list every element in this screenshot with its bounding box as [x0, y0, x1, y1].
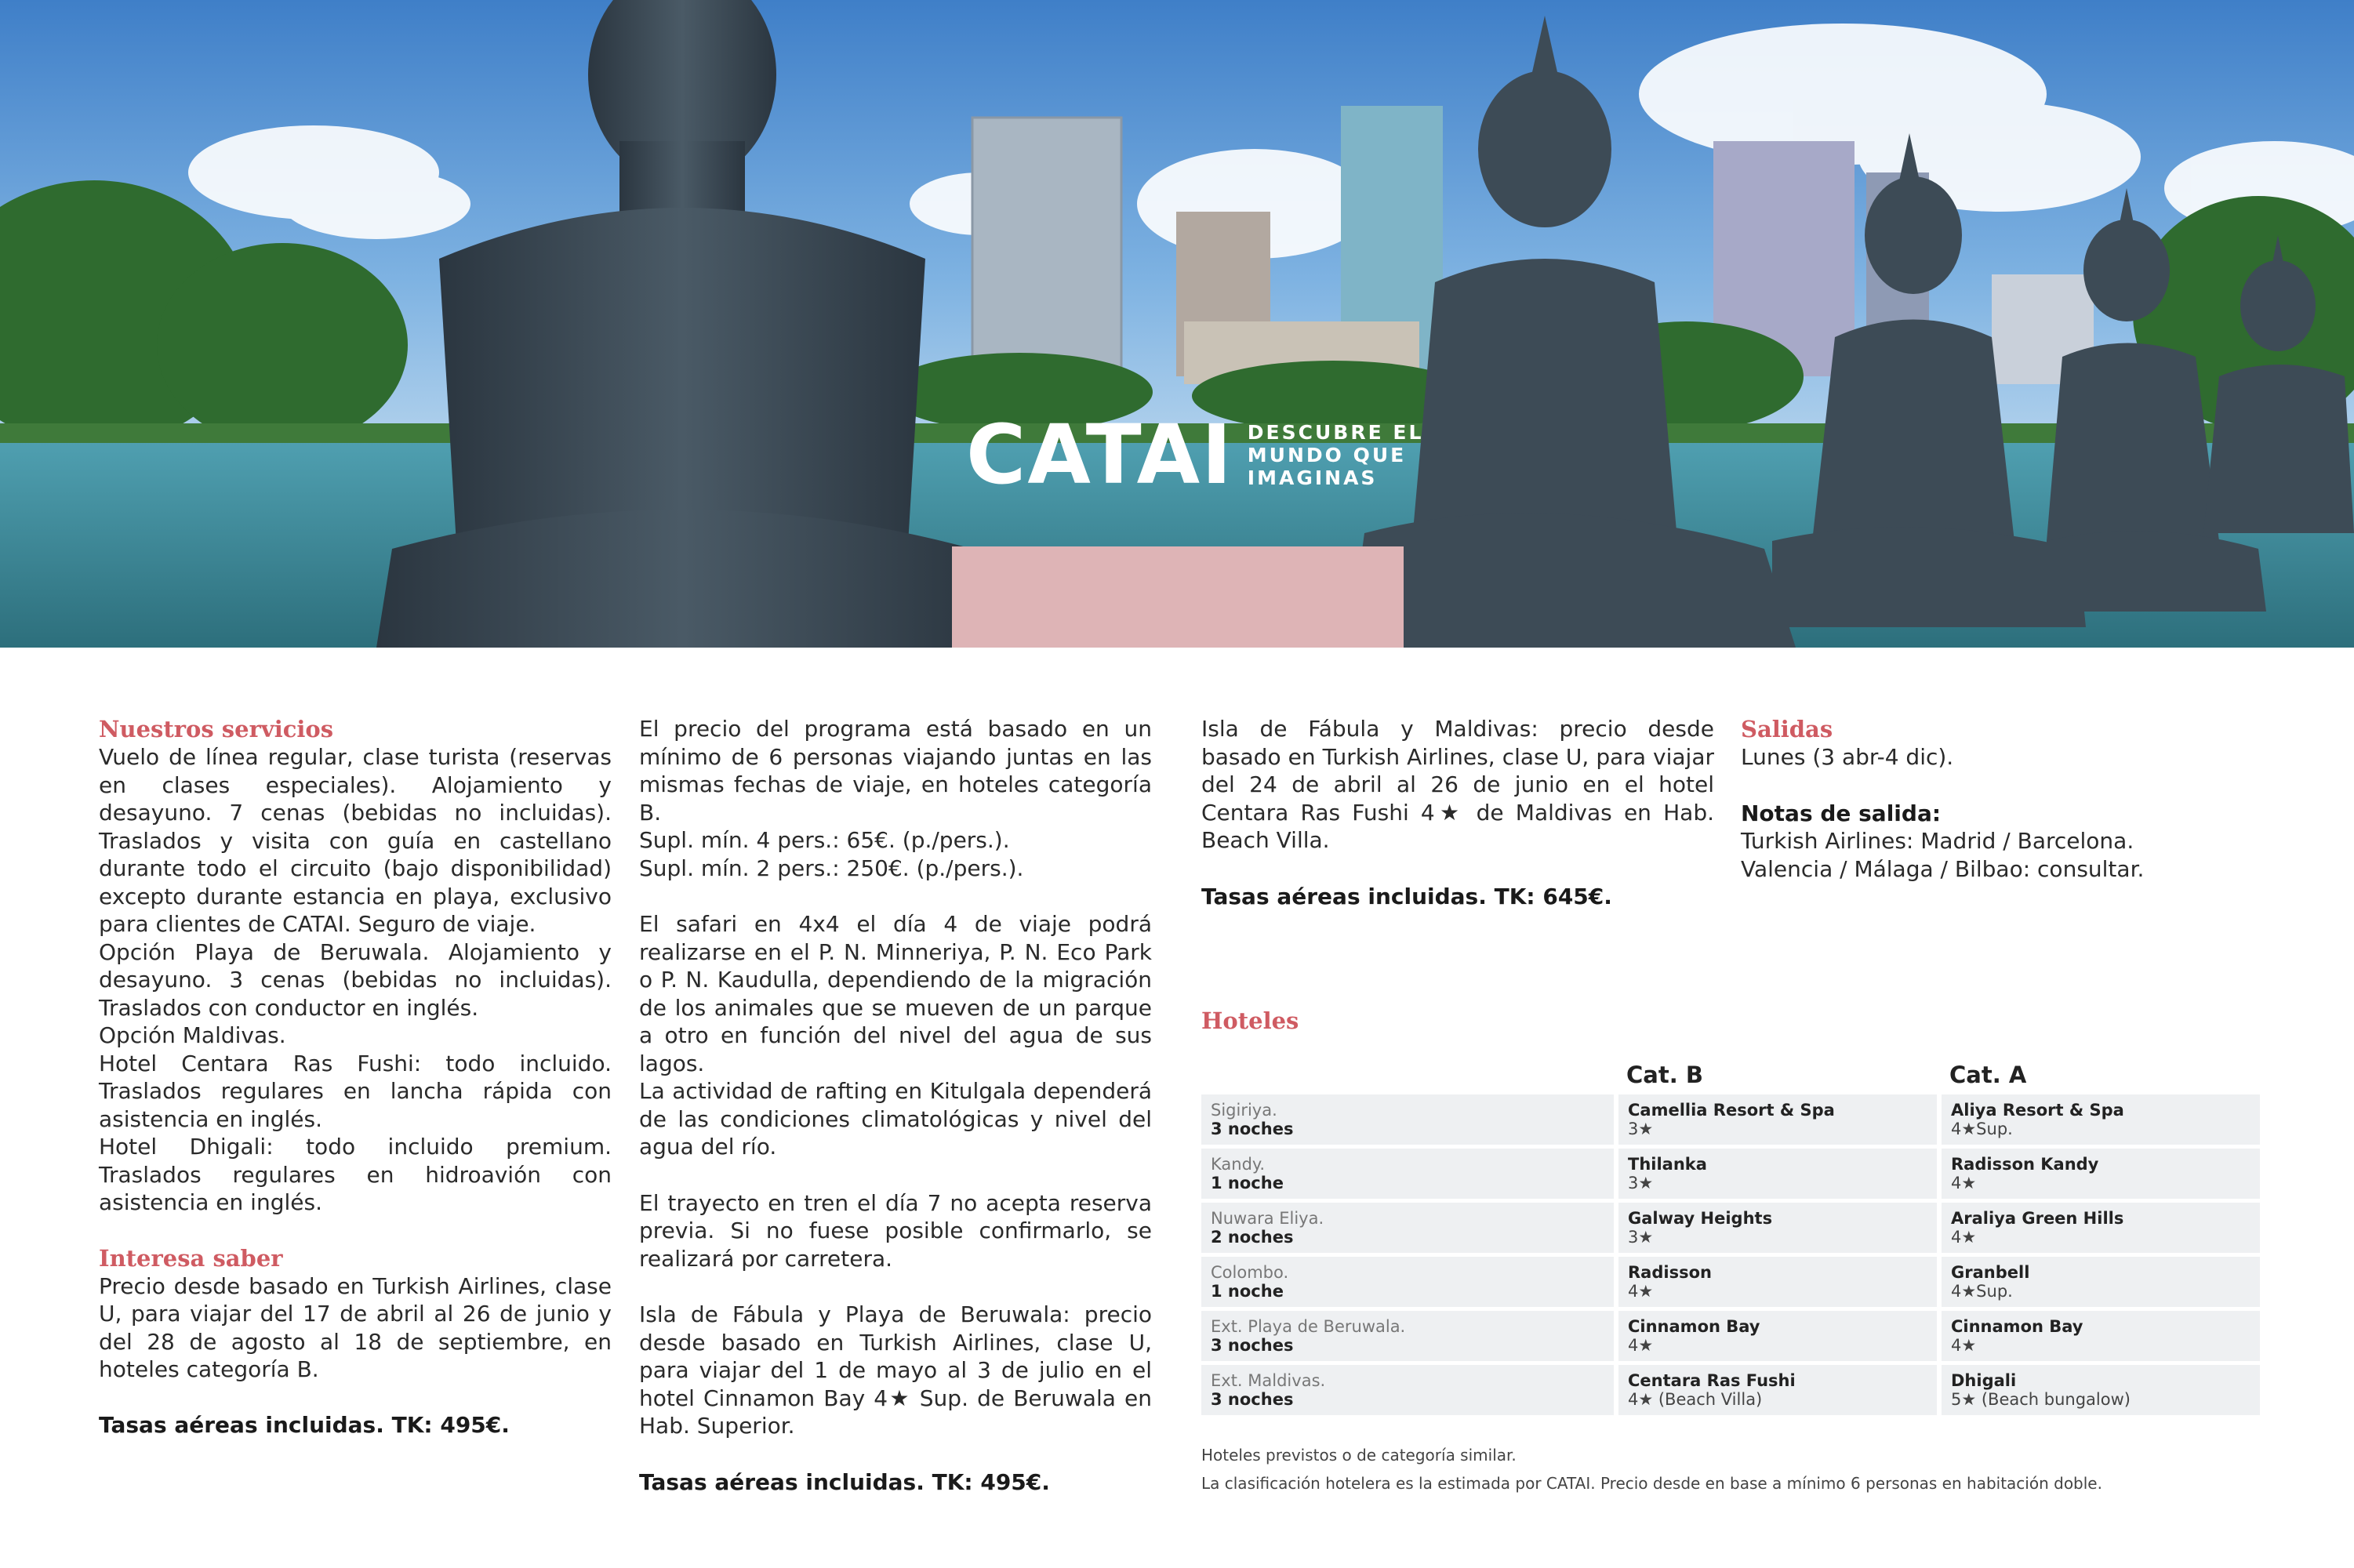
hotels-note: La clasificación hotelera es la estimada por CATAI. Precio desde en base a mínimo 6 personas en habitación doble.: [1201, 1474, 2102, 1493]
hotel-category: 4★Sup.: [1951, 1120, 2013, 1138]
cat-b-cell: [1618, 1149, 1937, 1199]
servicios-paragraph: Vuelo de línea regular, clase turista (reservas en clases especiales). Alojamiento y desayuno. 7 cenas (bebidas no incluidas). Traslados y visita con guía en castellano durante todo el circuito (bajo disponibilidad) excepto durante estancia en playa, exclusivo para clientes de CATAI. Seguro de viaje.: [99, 744, 612, 937]
info-paragraph: El precio del programa está basado en un mínimo de 6 personas viajando juntas en las mismas fechas de viaje, en hoteles categoría B.: [639, 716, 1152, 826]
info-paragraph: Supl. mín. 2 pers.: 250€. (p./pers.).: [639, 855, 1024, 881]
cat-b-cell: [1618, 1203, 1937, 1253]
column-salidas: [1741, 715, 2290, 883]
cat-b-cell: [1618, 1365, 1937, 1415]
table-row: [1201, 1203, 2260, 1253]
column-maldivas: [1201, 715, 1714, 910]
hotel-category: 5★ (Beach bungalow): [1951, 1390, 2131, 1409]
tasas-text: Tasas aéreas incluidas. TK: 645€.: [1201, 883, 1612, 909]
cat-a-cell: [1942, 1149, 2260, 1199]
servicios-paragraph: Opción Maldivas.: [99, 1022, 286, 1048]
destination-cell: [1201, 1094, 1614, 1145]
table-header-cat-a: Cat. A: [1942, 1054, 2260, 1091]
servicios-paragraph: Hotel Centara Ras Fushi: todo incluido. Traslados regulares en lancha rápida con asistencia en inglés.: [99, 1050, 612, 1132]
notas-line: Turkish Airlines: Madrid / Barcelona.: [1741, 828, 2134, 854]
info-paragraph: El safari en 4x4 el día 4 de viaje podrá realizarse en el P. N. Minneriya, P. N. Eco Park o P. N. Kaudulla, dependiendo de la migración de los animales que se mueven de un parque a otro en función del nivel del agua de sus lagos.: [639, 911, 1152, 1076]
column-servicios: [99, 715, 612, 1439]
hoteles-heading: Hoteles: [1201, 1007, 1299, 1034]
cat-b-cell: [1618, 1094, 1937, 1145]
hotel-category: 4★ (Beach Villa): [1628, 1390, 1763, 1409]
hotel-category: 4★: [1951, 1228, 1977, 1247]
info-paragraph: El trayecto en tren el día 7 no acepta reserva previa. Si no fuese posible confirmarlo, se realizará por carretera.: [639, 1189, 1152, 1272]
info-paragraph: Isla de Fábula y Playa de Beruwala: precio desde basado en Turkish Airlines, clase U, para viajar del 1 de mayo al 3 de julio en el hotel Cinnamon Bay 4★ Sup. de Beruwala en Hab. Superior.: [639, 1301, 1152, 1439]
notas-line: Valencia / Málaga / Bilbao: consultar.: [1741, 855, 2145, 882]
table-row: [1201, 1257, 2260, 1307]
destination-cell: [1201, 1365, 1614, 1415]
destination-cell: [1201, 1203, 1614, 1253]
destination-name: Ext. Playa de Beruwala.: [1211, 1317, 1406, 1336]
cat-b-cell: [1618, 1311, 1937, 1361]
tagline-line: IMAGINAS: [1247, 466, 1378, 489]
tagline-line: MUNDO QUE: [1247, 443, 1407, 466]
tasas-text: Tasas aéreas incluidas. TK: 495€.: [639, 1468, 1050, 1495]
hotel-name: Radisson Kandy: [1951, 1155, 2099, 1174]
cat-a-cell: [1942, 1094, 2260, 1145]
hotel-name: Aliya Resort & Spa: [1951, 1101, 2124, 1120]
brand-name: CATAI: [966, 407, 1233, 503]
hotel-name: Araliya Green Hills: [1951, 1209, 2124, 1228]
table-row: [1201, 1311, 2260, 1361]
salidas-text: Lunes (3 abr-4 dic).: [1741, 744, 1954, 770]
destination-nights: 2 noches: [1211, 1228, 1294, 1247]
hotel-category: 4★: [1951, 1174, 1977, 1192]
hotel-name: Cinnamon Bay: [1628, 1317, 1760, 1336]
destination-nights: 1 noche: [1211, 1174, 1284, 1192]
interesa-paragraph: Precio desde basado en Turkish Airlines, clase U, para viajar del 17 de abril al 26 de junio y del 28 de agosto al 18 de septiembre, en hoteles categoría B.: [99, 1272, 612, 1382]
hotel-category: 4★: [1628, 1336, 1654, 1355]
destination-cell: [1201, 1311, 1614, 1361]
hotel-category: 4★: [1951, 1336, 1977, 1355]
hotel-category: 3★: [1628, 1228, 1654, 1247]
hotel-name: Camellia Resort & Spa: [1628, 1101, 1835, 1120]
hotel-name: Thilanka: [1628, 1155, 1707, 1174]
notas-heading: Notas de salida:: [1741, 800, 1942, 826]
catai-logo: [966, 407, 1424, 503]
hotels-note: Hoteles previstos o de categoría similar.: [1201, 1446, 1517, 1465]
table-header-row: [1201, 1054, 2260, 1091]
hero-banner: [0, 0, 2354, 648]
table-header-cat-b: Cat. B: [1618, 1054, 1937, 1091]
info-paragraph: Supl. mín. 4 pers.: 65€. (p./pers.).: [639, 827, 1010, 853]
destination-name: Ext. Maldivas.: [1211, 1371, 1326, 1390]
info-paragraph: La actividad de rafting en Kitulgala dependerá de las condiciones climatológicas y nivel del agua del río.: [639, 1078, 1152, 1160]
hotel-category: 4★: [1628, 1282, 1654, 1301]
hotel-name: Radisson: [1628, 1263, 1712, 1282]
table-row: [1201, 1365, 2260, 1415]
destination-nights: 3 noches: [1211, 1120, 1294, 1138]
brand-tagline: [1248, 421, 1424, 489]
table-header-empty: [1201, 1054, 1614, 1091]
destination-name: Nuwara Eliya.: [1211, 1209, 1324, 1228]
hotels-table: [1197, 1051, 2265, 1419]
tagline-line: DESCUBRE EL: [1247, 420, 1424, 444]
hotels-table-wrap: [1197, 1051, 2265, 1419]
table-row: [1201, 1149, 2260, 1199]
cat-a-cell: [1942, 1365, 2260, 1415]
destination-nights: 1 noche: [1211, 1282, 1284, 1301]
cat-a-cell: [1942, 1311, 2260, 1361]
destination-name: Sigiriya.: [1211, 1101, 1277, 1120]
destination-cell: [1201, 1149, 1614, 1199]
cat-a-cell: [1942, 1203, 2260, 1253]
destination-name: Kandy.: [1211, 1155, 1266, 1174]
servicios-heading: Nuestros servicios: [99, 716, 334, 742]
destination-nights: 3 noches: [1211, 1336, 1294, 1355]
salidas-heading: Salidas: [1741, 716, 1833, 742]
servicios-paragraph: Opción Playa de Beruwala. Alojamiento y desayuno. 3 cenas (bebidas no incluidas). Traslados con conductor en inglés.: [99, 938, 612, 1021]
destination-cell: [1201, 1257, 1614, 1307]
interesa-heading: Interesa saber: [99, 1244, 283, 1272]
hotels-notes: [1201, 1441, 2102, 1497]
hotel-name: Granbell: [1951, 1263, 2030, 1282]
hotel-name: Cinnamon Bay: [1951, 1317, 2083, 1336]
pink-tab-accent: [952, 546, 1404, 648]
hotel-category: 3★: [1628, 1174, 1654, 1192]
hotel-category: 3★: [1628, 1120, 1654, 1138]
hotel-category: 4★Sup.: [1951, 1282, 2013, 1301]
hotel-name: Centara Ras Fushi: [1628, 1371, 1796, 1390]
servicios-paragraph: Hotel Dhigali: todo incluido premium. Traslados regulares en hidroavión con asistencia en inglés.: [99, 1134, 612, 1215]
cat-b-cell: [1618, 1257, 1937, 1307]
cat-a-cell: [1942, 1257, 2260, 1307]
table-row: [1201, 1094, 2260, 1145]
info-paragraph: Isla de Fábula y Maldivas: precio desde basado en Turkish Airlines, clase U, para viajar del 24 de abril al 26 de junio en el hotel Centara Ras Fushi 4★ de Maldivas en Hab. Beach Villa.: [1201, 716, 1714, 853]
hotel-name: Galway Heights: [1628, 1209, 1773, 1228]
column-precio-info: [639, 715, 1152, 1496]
tasas-text: Tasas aéreas incluidas. TK: 495€.: [99, 1411, 510, 1438]
hotel-name: Dhigali: [1951, 1371, 2017, 1390]
destination-name: Colombo.: [1211, 1263, 1289, 1282]
destination-nights: 3 noches: [1211, 1390, 1294, 1409]
